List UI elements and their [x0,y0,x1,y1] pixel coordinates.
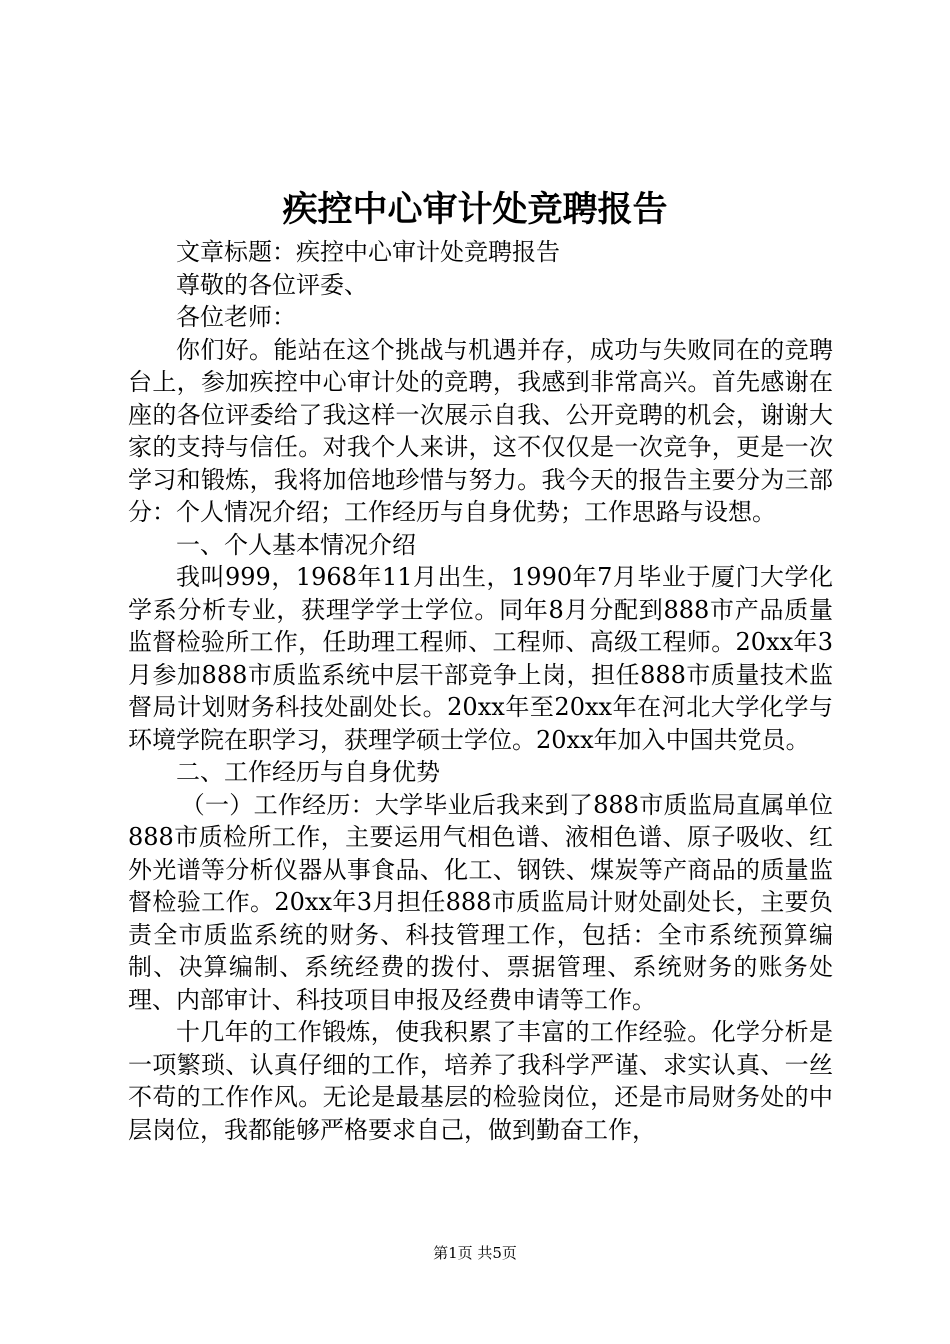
paragraph-introduction: 你们好。能站在这个挑战与机遇并存，成功与失败同在的竞聘台上，参加疾控中心审计处的竞聘，我感到非常高兴。首先感谢在座的各位评委给了我这样一次展示自我、公开竞聘的机会，谢谢大家的支持与信任。对我个人来讲，这不仅仅是一次竞争，更是一次学习和锻炼，我将加倍地珍惜与努力。我今天的报告主要分为三部分：个人情况介绍；工作经历与自身优势；工作思路与设想。 [128,335,833,526]
paragraph-work-accumulation: 十几年的工作锻炼，使我积累了丰富的工作经验。化学分析是一项繁琐、认真仔细的工作，培养了我科学严谨、求实认真、一丝不苟的工作作风。无论是最基层的检验岗位，还是市局财务处的中层岗位，我都能够严格要求自己，做到勤奋工作， [128,1018,833,1144]
document-title: 疾控中心审计处竞聘报告 [282,189,668,230]
section-heading-personal-info: 一、个人基本情况介绍 [176,530,416,559]
paragraph-personal-info: 我叫999，1968年11月出生，1990年7月毕业于厦门大学化学系分析专业，获理学学士学位。同年8月分配到888市产品质量监督检验所工作，任助理工程师、工程师、高级工程师。20xx年3月参加888市质监系统中层干部竞争上岗，担任888市质量技术监督局计划财务科技处副处长。20xx年至20xx年在河北大学化学与环境学院在职学习，获理学硕士学位。20xx年加入中国共党员。 [128,563,833,754]
paragraph-article-title: 文章标题：疾控中心审计处竞聘报告 [176,238,560,266]
paragraph-work-experience: （一）工作经历：大学毕业后我来到了888市质监局直属单位888市质检所工作，主要运用气相色谱、液相色谱、原子吸收、红外光谱等分析仪器从事食品、化工、钢铁、煤炭等产商品的质量监督检验工作。20xx年3月担任888市质监局计财处副处长，主要负责全市质监系统的财务、科技管理工作，包括：全市系统预算编制、决算编制、系统经费的拨付、票据管理、系统财务的账务处理、内部审计、科技项目申报及经费申请等工作。 [128,790,833,1014]
document-body [128,236,833,1146]
paragraph-salutation-teachers: 各位老师： [176,303,296,331]
paragraph-salutation-judges: 尊敬的各位评委、 [176,270,368,299]
section-heading-work-experience: 二、工作经历与自身优势 [176,758,440,786]
page-number-footer: 第1页 共5页 [433,1244,517,1262]
